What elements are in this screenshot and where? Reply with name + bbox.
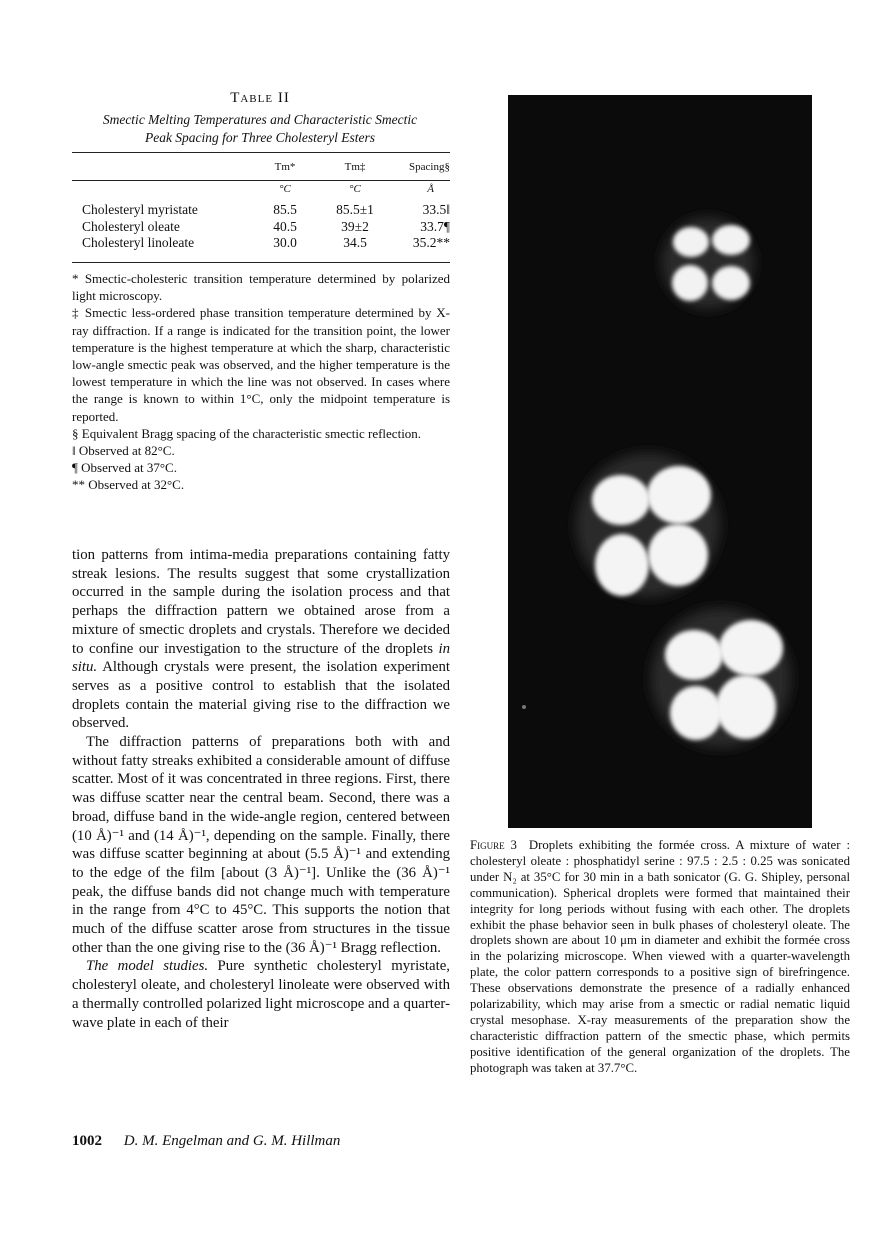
figure-photograph [508, 95, 812, 828]
table-cell-name: Cholesteryl myristate [82, 202, 198, 218]
emphasis-in-situ: in situ. [72, 640, 450, 676]
table-cell-tm2: 85.5±1 [336, 202, 374, 218]
table-top-rule [72, 152, 450, 153]
table-header-row [72, 158, 450, 176]
table-cell-spacing: 35.2** [412, 235, 450, 251]
table-header-spacing: Spacing§ [409, 161, 450, 173]
footnote: * Smectic-cholesteric transition temperature determined by polarized light microscopy. [72, 271, 450, 304]
table-cell-name: Cholesteryl oleate [82, 218, 180, 234]
table-cell-tm2: 34.5 [343, 235, 367, 251]
table-bottom-rule [72, 262, 450, 263]
table-caption-line-2: Peak Spacing for Three Cholesteryl Esters [144, 130, 376, 145]
data-table [72, 158, 450, 252]
table-header-tm2: Tm‡ [344, 161, 366, 173]
body-text [72, 546, 450, 1032]
footer-authors: D. M. Engelman and G. M. Hillman [123, 1133, 341, 1149]
footnote: ** Observed at 32°C. [72, 477, 185, 493]
footnote: ‖ Observed at 82°C. [72, 443, 175, 459]
droplet-formee-cross-2 [576, 453, 720, 597]
table-cell-spacing: 33.5‖ [422, 202, 450, 218]
droplet-micrograph [508, 95, 812, 828]
table-header-empty [72, 158, 250, 176]
table-unit-spacing: Å [427, 183, 434, 195]
table-footnotes [72, 270, 450, 494]
table-header-tm1: Tm* [274, 161, 296, 173]
section-heading-model-studies: The model studies. [86, 958, 209, 975]
body-paragraph-3: The model studies. Pure synthetic cholesteryl myristate, cholesteryl oleate, and cholesteryl linoleate were observed with a thermally controlled polarized light microscope and a quarter-wave plate in each of their [72, 958, 450, 1031]
figure-caption-text: Droplets exhibiting the formée cross. A mixture of water : cholesteryl oleate : phosphatidyl serine : 97.5 : 2.5 : 0.25 was sonicated under N₂ at 35°C for 30 min in a bath sonicator (G. G. Shipley, personal communication). Spherical droplets were formed that maintained their integrity for long periods without fusing with each other. The droplets exhibit the phase behavior seen in bulk phases of cholesteryl oleate. The droplets shown are about 10 μm in diameter and exhibit the formée cross in the polarizing microscope. When viewed with a quarter-wavelength plate, the color pattern corresponds to a positive sign of birefringence. These observations demonstrate the presence of a radially enhanced polarizability, which may arise from a smectic or radial nematic liquid crystal mesophase. X-ray measurements of the preparation show the characteristic diffraction pattern of the smectic phase, which permits positive identification of the general organization of the droplets. The photograph was taken at 37.7°C. [470, 838, 851, 1075]
table-unit-tm1: °C [279, 183, 291, 195]
table-unit-tm2: °C [349, 183, 361, 195]
footnote: ‡ Smectic less-ordered phase transition temperature determined by X-ray diffraction. If a range is indicated for the transition point, the lower temperature is the highest temperature at which the sharp, characteristic low-angle smectic peak was observed, and the higher temperature is the lowest temperature in which the line was not observed. In cases where the range is known to within 1°C, only the midpoint temperature is reported. [72, 305, 450, 424]
page-number: 1002 [72, 1133, 102, 1149]
table-cell-tm1: 40.5 [273, 218, 297, 234]
table-cell-tm1: 30.0 [273, 235, 297, 251]
body-paragraph-2: The diffraction patterns of preparations both with and without fatty streaks exhibited a considerable amount of diffuse scatter. Most of it was concentrated in three regions. First, there was diffuse scatter near the central beam. Second, there was a broad, diffuse band in the wide-angle region, centered between (10 Å)⁻¹ and (14 Å)⁻¹, depending on the sample. Finally, there was diffuse scatter beginning at about (5.5 Å)⁻¹ and extending to the edge of the film [about (3 Å)⁻¹]. Unlike the (36 Å)⁻¹ peak, the diffuse bands did not change much with temperature in the range from 4°C to 45°C. This supports the notion that much of the diffuse scatter arose from structures in the tissue other than the one giving rise to the (36 Å)⁻¹ Bragg reflection. [72, 734, 450, 956]
footnote: ¶ Observed at 37°C. [72, 460, 177, 476]
body-paragraph-1: tion patterns from intima-media preparations containing fatty streak lesions. The results suggest that some crystallization occurred in the sample during the isolation process and that perhaps the diffraction pattern we obtained arose from a mixture of smectic droplets and crystals. Therefore we decided to confine our investigation to the structure of the droplets in situ. Although crystals were present, the isolation experiment serves as a positive control to establish that the isolated droplets contain the material giving rise to the diffraction we observed. [72, 547, 450, 732]
dust-speck [522, 705, 526, 709]
table-title: Table II [230, 90, 290, 106]
table-cell-spacing: 33.7¶ [420, 218, 450, 234]
droplet-formee-cross-1 [662, 217, 754, 309]
figure-caption [470, 838, 850, 1077]
footnote: § Equivalent Bragg spacing of the characteristic smectic reflection. [72, 425, 422, 441]
table-cell-tm1: 85.5 [273, 202, 297, 218]
table-caption [80, 111, 440, 147]
table-cell-name: Cholesteryl linoleate [82, 235, 195, 251]
table-cell-tm2: 39±2 [341, 218, 369, 234]
table-row [72, 235, 450, 252]
table-row [72, 202, 450, 219]
page-footer [72, 1133, 340, 1150]
figure-label: Figure 3 [470, 838, 517, 852]
table-row [72, 219, 450, 236]
droplet-formee-cross-3 [651, 608, 791, 748]
table-caption-line-1: Smectic Melting Temperatures and Characteristic Smectic [102, 112, 418, 127]
table-units-row [72, 176, 450, 202]
